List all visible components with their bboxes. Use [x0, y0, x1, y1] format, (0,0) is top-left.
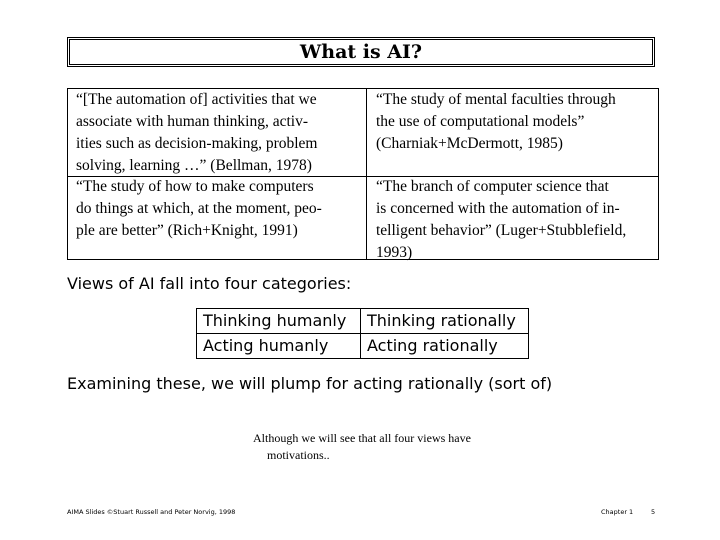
conclusion: Examining these, we will plump for acting rationally (sort of): [67, 374, 553, 393]
note-line: Although we will see that all four views have: [253, 431, 471, 445]
line: 1993): [376, 244, 413, 261]
line: “The study of mental faculties through: [376, 91, 616, 108]
slide-title: What is AI?: [67, 37, 655, 67]
line: do things at which, at the moment, peo-: [76, 200, 322, 217]
speaker-note: [253, 430, 471, 464]
line: the use of computational models”: [376, 113, 585, 130]
line: is concerned with the automation of in-: [376, 200, 620, 217]
line: associate with human thinking, activ-: [76, 113, 309, 130]
line: “The study of how to make computers: [76, 178, 314, 195]
line: (Charniak+McDermott, 1985): [376, 135, 563, 152]
category-acting-humanly: Acting humanly: [203, 336, 329, 355]
definition-bellman: [76, 89, 318, 177]
line: “[The automation of] activities that we: [76, 91, 317, 108]
footer-page-number: 5: [651, 508, 656, 516]
category-thinking-humanly: Thinking humanly: [203, 311, 347, 330]
footer-chapter: Chapter 1: [601, 508, 634, 516]
definition-rich-knight: [76, 176, 322, 242]
definition-charniak: [376, 89, 616, 155]
views-heading: Views of AI fall into four categories:: [67, 274, 352, 293]
definition-luger: [376, 176, 626, 264]
line: ple are better” (Rich+Knight, 1991): [76, 222, 298, 239]
column-divider: [366, 89, 367, 259]
line: “The branch of computer science that: [376, 178, 609, 195]
line: solving, learning …” (Bellman, 1978): [76, 157, 312, 174]
categories-table: [196, 308, 529, 359]
row-divider: [197, 333, 528, 334]
line: ities such as decision-making, problem: [76, 135, 318, 152]
category-acting-rationally: Acting rationally: [367, 336, 498, 355]
definitions-table: [67, 88, 659, 260]
note-line: motivations..: [267, 448, 330, 462]
line: telligent behavior” (Luger+Stubblefield,: [376, 222, 627, 239]
category-thinking-rationally: Thinking rationally: [367, 311, 516, 330]
footer-copyright: AIMA Slides ©Stuart Russell and Peter Norvig, 1998: [67, 508, 236, 516]
